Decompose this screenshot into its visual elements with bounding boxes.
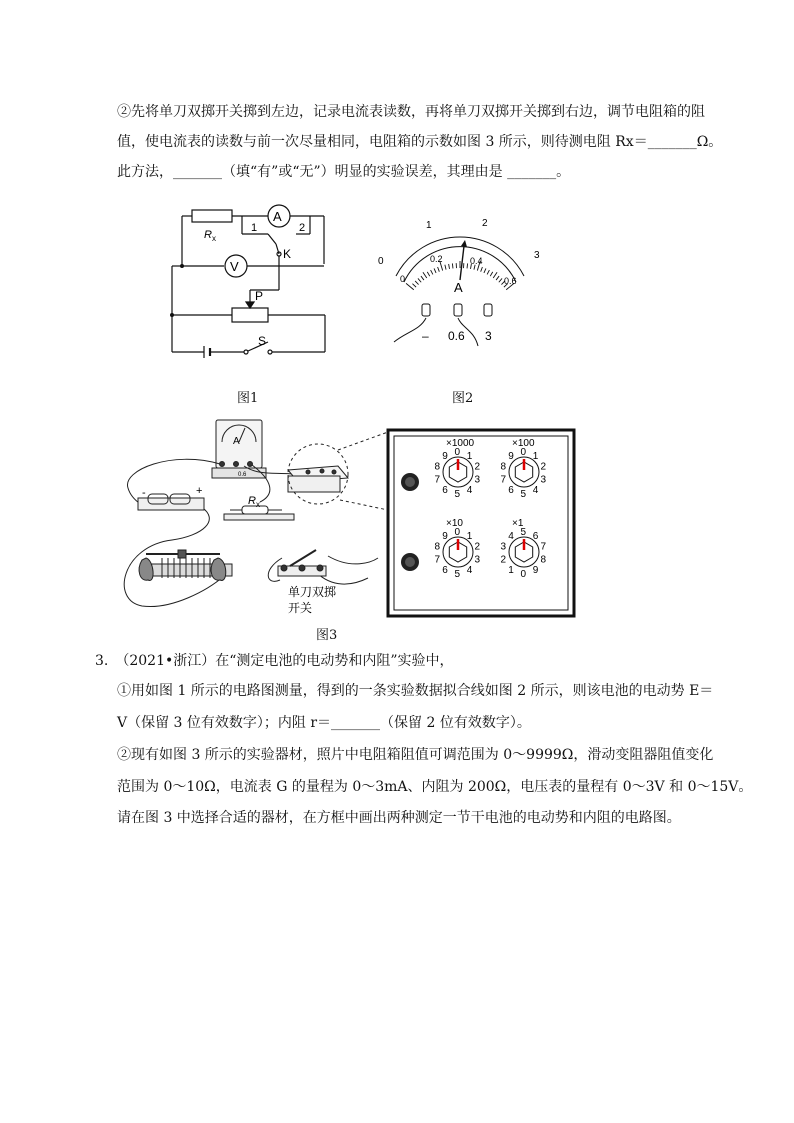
dial-digit: 3 (500, 541, 507, 553)
text-line-2: 值，使电流表的读数与前一次尽量相同，电阻箱的示数如图 3 所示，则待测电阻 Rx＝_______Ω。 (117, 134, 723, 150)
scale-tick (490, 272, 493, 276)
dial-digit: 1 (508, 565, 514, 576)
q3-line-3: V（保留 3 位有效数字）；内阻 r＝_______（保留 2 位有效数字）。 (117, 715, 531, 731)
scale-tick (438, 267, 440, 272)
dial-multiplier: ×1000 (446, 438, 475, 449)
dial-multiplier: ×10 (446, 518, 463, 529)
dial-digit: 5 (454, 489, 461, 500)
switch-label-1: 单刀双掷 (288, 585, 337, 599)
dial-digit: 6 (442, 485, 448, 496)
resistor-rx (192, 210, 232, 222)
dial-digit: 8 (434, 461, 441, 473)
top-scale-1: 1 (426, 220, 432, 231)
dial-digit: 0 (454, 527, 461, 538)
terminal-minus: – (422, 329, 429, 343)
dial-digit: 7 (540, 541, 547, 553)
dial-digit: 4 (508, 531, 514, 542)
ammeter-device-label: A (233, 436, 240, 447)
rheostat (232, 308, 268, 322)
dial-multiplier: ×1 (512, 518, 524, 529)
switch-label-2: 开关 (288, 601, 313, 615)
rx-device-sub: x (256, 500, 260, 509)
scale-tick (418, 278, 421, 282)
scale-tick (449, 264, 450, 269)
battery-pos-label: + (196, 485, 203, 497)
dial-digit: 2 (500, 554, 507, 566)
scale-tick (427, 272, 430, 276)
figure-2-caption: 图2 (452, 391, 474, 406)
scale-tick (481, 267, 483, 272)
ammeter-range-label: 0.6 (238, 472, 247, 478)
scale-tick (434, 268, 436, 273)
rx-label: R (204, 229, 212, 241)
switch-s-label: S (258, 334, 267, 348)
scale-tick (452, 263, 453, 268)
bottom-scale-02: 0.2 (430, 254, 443, 264)
figure-3-caption: 图3 (316, 628, 338, 643)
dial-digit: 2 (474, 541, 481, 553)
top-scale-3: 3 (534, 250, 540, 261)
dial-multiplier: ×100 (512, 438, 535, 449)
q3-line-5: 范围为 0～10Ω，电流表 G 的量程为 0～3mA、内阻为 200Ω，电压表的量程有 0～3V 和 0～15V。 (117, 779, 753, 795)
dial-digit: 1 (466, 451, 473, 462)
bottom-scale-04: 0.4 (470, 256, 483, 266)
dial-digit: 3 (474, 554, 481, 566)
q3-line-1: 3. （2021•浙江）在“测定电池的电动势和内阻”实验中， (95, 653, 454, 669)
top-scale-0: 0 (378, 256, 384, 267)
unit-label: A (454, 280, 463, 295)
q3-line-6: 请在图 3 中选择合适的器材，在方框中画出两种测定一节干电池的电动势和内阻的电路图。 (117, 810, 681, 826)
dial-digit: 9 (442, 451, 448, 462)
dial-digit: 0 (454, 447, 461, 458)
dial-digit: 5 (520, 489, 527, 500)
bottom-scale-0: 0 (400, 274, 406, 284)
dial-digit: 0 (520, 447, 527, 458)
scale-tick (415, 281, 418, 285)
terminal-1-label: 1 (251, 222, 258, 234)
dial-digit: 7 (434, 474, 441, 486)
rx-device-label: R (248, 495, 256, 507)
figure-1-circuit (160, 198, 340, 363)
dial-digit: 9 (508, 451, 514, 462)
terminal-06: 0.6 (448, 329, 465, 343)
dial-digit: 4 (466, 485, 473, 496)
terminal-3: 3 (485, 329, 492, 343)
dial-digit: 9 (442, 531, 448, 542)
figure-2-ammeter-scale (370, 210, 550, 350)
scale-tick (496, 276, 499, 280)
dial-digit: 9 (532, 565, 539, 576)
dial-digit: 1 (466, 531, 473, 542)
dial-digit: 8 (500, 461, 507, 473)
dial-digit: 3 (540, 474, 547, 486)
dial-digit: 6 (442, 565, 448, 576)
q3-line-4: ②现有如图 3 所示的实验器材，照片中电阻箱阻值可调范围为 0～9999Ω，滑动变阻器阻值变化 (117, 747, 714, 763)
dial-digit: 3 (474, 474, 481, 486)
battery-neg-label: - (142, 487, 146, 499)
scale-tick (467, 263, 468, 268)
scale-tick (412, 284, 416, 287)
dial-digit: 5 (520, 527, 527, 538)
dial-digit: 1 (532, 451, 539, 462)
terminal-2-label: 2 (299, 222, 306, 234)
resistance-box-panel (388, 430, 574, 616)
scale-tick (493, 272, 497, 278)
ammeter-label: A (273, 209, 282, 224)
dial-digit: 8 (540, 554, 547, 566)
scale-tick (431, 270, 433, 274)
dial-digit: 6 (508, 485, 514, 496)
q3-line-2: ①用如图 1 所示的电路图测量，得到的一条实验数据拟合线如图 2 所示，则该电池的电动势 E＝ (117, 683, 714, 699)
scale-tick (487, 270, 489, 274)
scale-tick (499, 278, 502, 282)
dial-digit: 6 (532, 531, 539, 542)
dial-digit: 7 (434, 554, 441, 566)
dial-digit: 7 (500, 474, 507, 486)
scale-tick (484, 268, 486, 273)
text-line-3: 此方法，_______（填“有”或“无”）明显的实验误差，其理由是 _______。 (117, 164, 571, 180)
dial-digit: 2 (540, 461, 547, 473)
dial-digit: 8 (434, 541, 441, 553)
top-scale-2: 2 (482, 218, 488, 229)
dial-digit: 4 (532, 485, 539, 496)
scale-tick (423, 272, 427, 278)
dial-digit: 4 (466, 565, 473, 576)
bottom-scale-06: 0.6 (504, 276, 517, 286)
rx-subscript: x (212, 234, 216, 243)
figure-3-equipment (112, 410, 582, 620)
dial-digit: 2 (474, 461, 481, 473)
text-line-1: ②先将单刀双掷开关掷到左边，记录电流表读数，再将单刀双掷开关掷到右边，调节电阻箱的阻 (117, 104, 705, 120)
figure-1-caption: 图1 (237, 391, 259, 406)
voltmeter-label: V (230, 259, 239, 274)
slider-p-label: P (255, 289, 264, 303)
scale-tick (421, 276, 424, 280)
scale-tick (445, 265, 446, 270)
switch-k-label: K (283, 247, 292, 261)
dial-digit: 5 (454, 569, 461, 580)
dial-digit: 0 (520, 569, 527, 580)
